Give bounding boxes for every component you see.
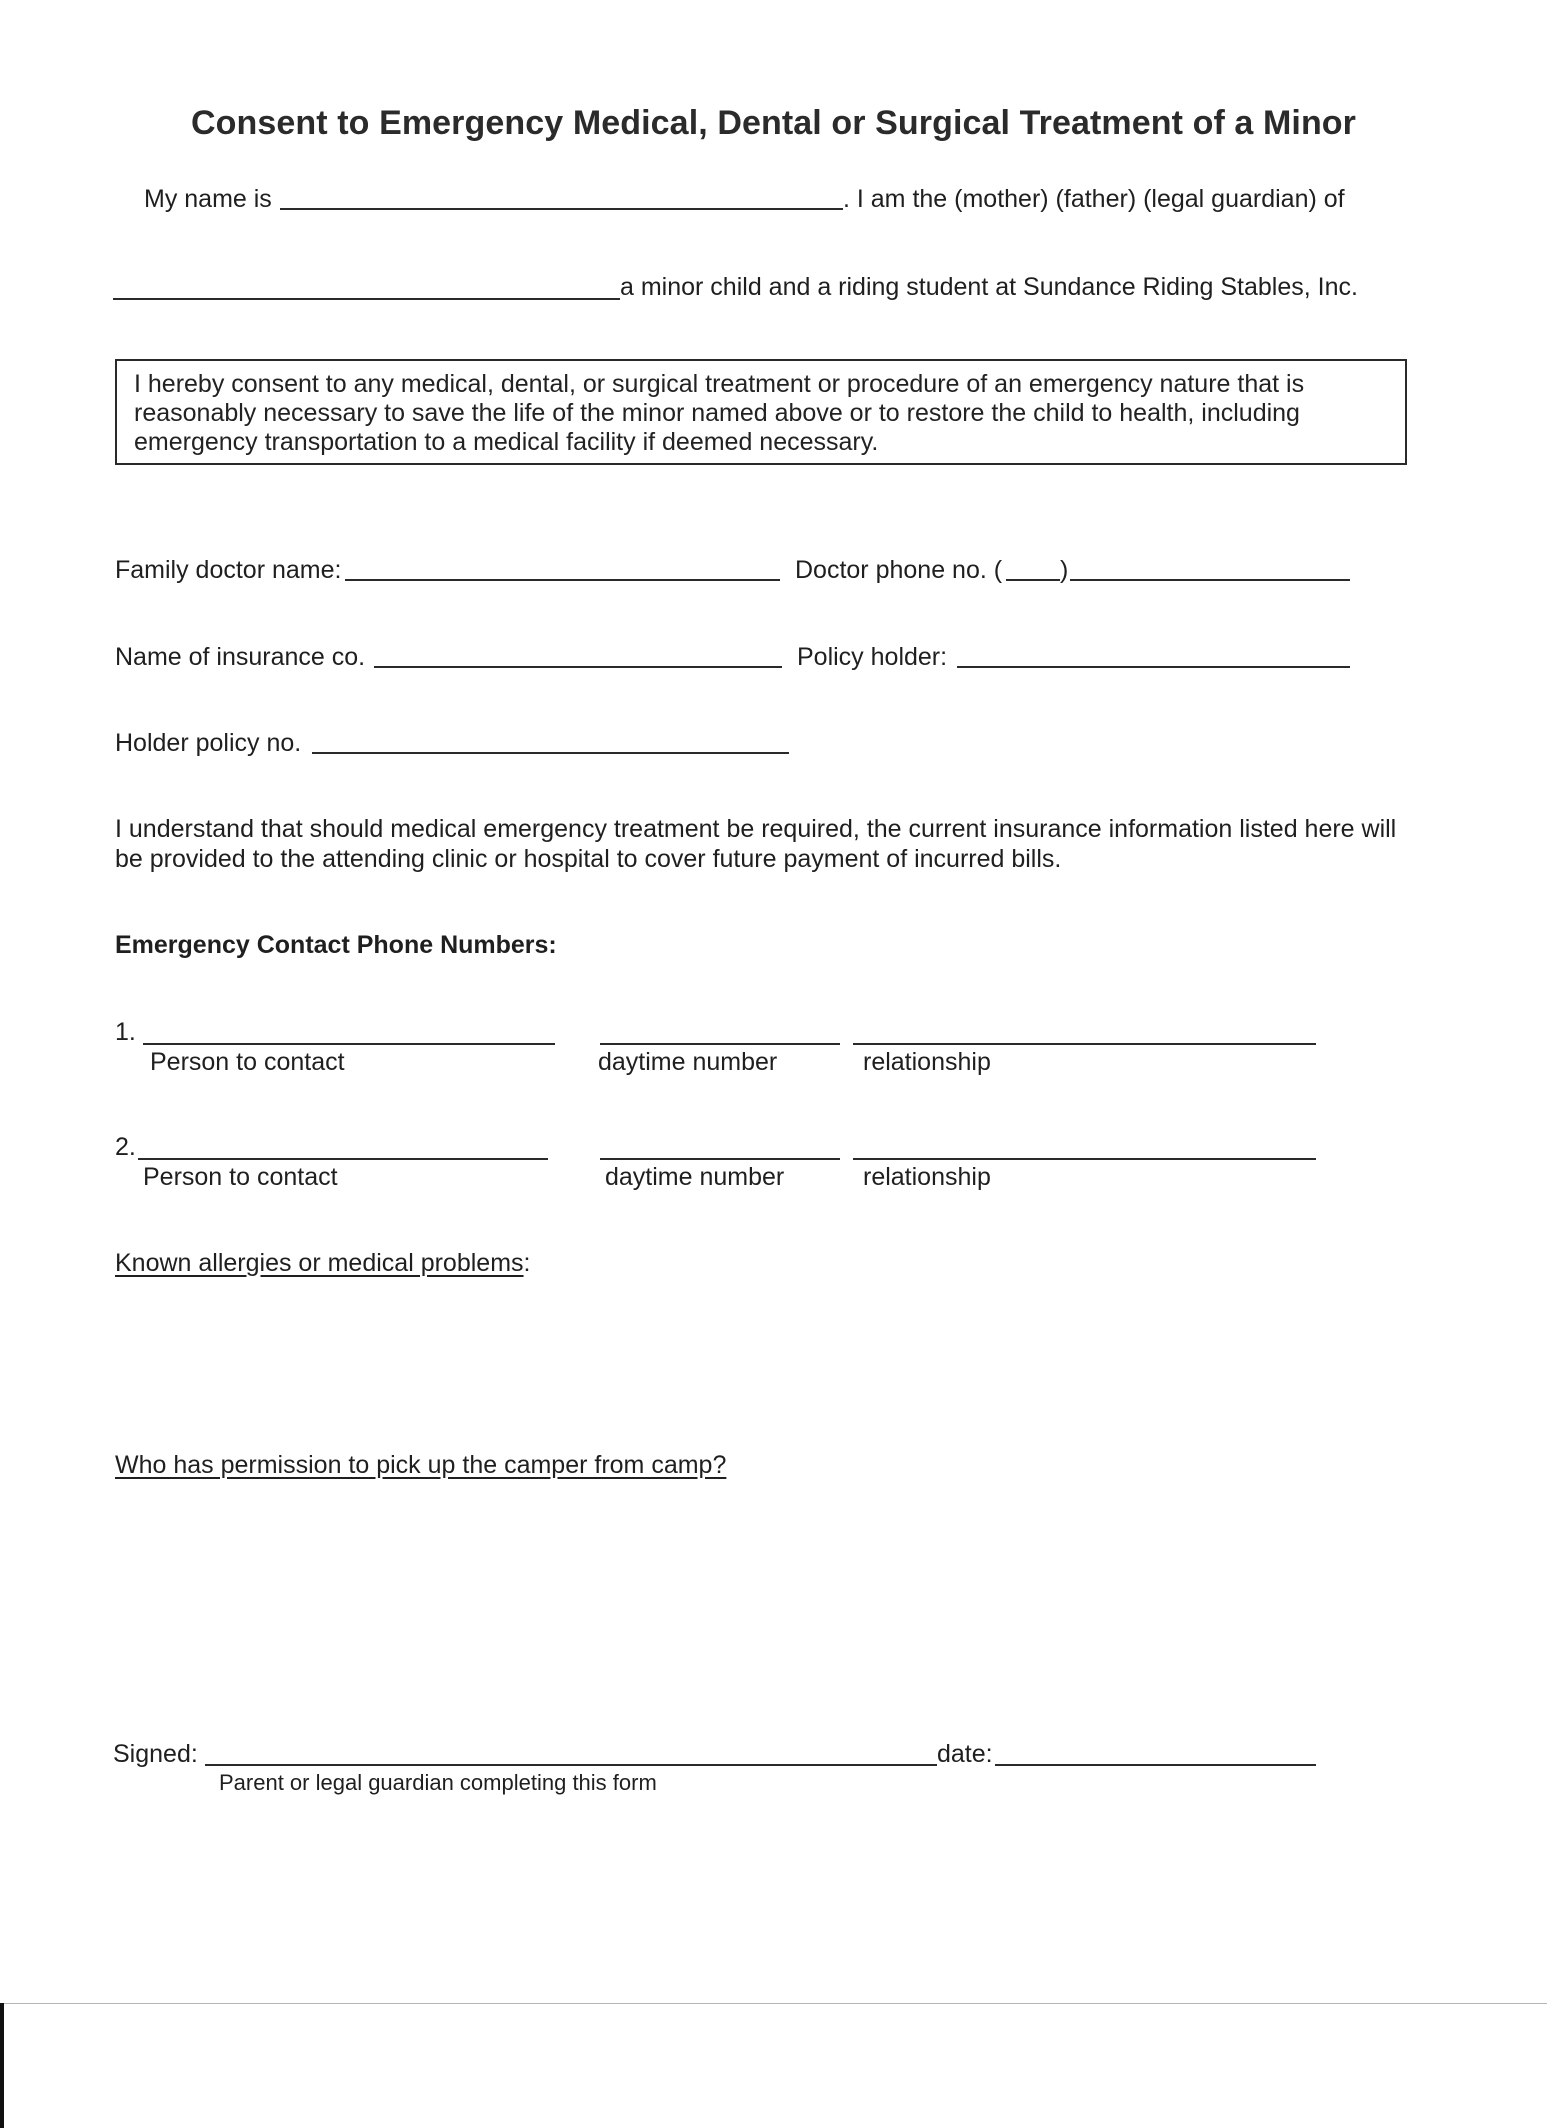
doctor-phone-line[interactable] xyxy=(1070,579,1350,581)
family-doctor-line[interactable] xyxy=(345,579,780,581)
contact-1-relationship-label: relationship xyxy=(863,1048,991,1076)
emergency-heading: Emergency Contact Phone Numbers: xyxy=(115,931,557,959)
scan-edge-mark xyxy=(0,2003,4,2128)
contact-1-phone-line[interactable] xyxy=(600,1043,840,1045)
contact-2-relationship-label: relationship xyxy=(863,1163,991,1191)
parent-name-line[interactable] xyxy=(280,208,843,210)
form-title: Consent to Emergency Medical, Dental or Surgical Treatment of a Minor xyxy=(190,104,1357,142)
insurance-line[interactable] xyxy=(374,666,782,668)
contact-1-phone-label: daytime number xyxy=(598,1048,778,1076)
minor-name-line[interactable] xyxy=(113,298,620,300)
allergies-heading xyxy=(115,1248,530,1278)
scan-edge-line xyxy=(0,2003,1547,2004)
policy-holder-line[interactable] xyxy=(957,666,1350,668)
relation-text: . I am the (mother) (father) (legal guardian) of xyxy=(843,185,1345,213)
allergies-label: Known allergies or medical problems xyxy=(115,1249,524,1277)
consent-statement-box xyxy=(115,359,1407,465)
signer-caption: Parent or legal guardian completing this form xyxy=(219,1770,657,1795)
contact-2-person-label: Person to contact xyxy=(143,1163,338,1191)
signature-line[interactable] xyxy=(205,1764,937,1766)
contact-2-person-line[interactable] xyxy=(138,1158,548,1160)
insurance-statement: I understand that should medical emergency treatment be required, the current insurance information listed here will be provided to the attending clinic or hospital to cover future payment of incurred bills. xyxy=(115,815,1397,873)
contact-1-person-line[interactable] xyxy=(143,1043,555,1045)
minor-text: a minor child and a riding student at Sundance Riding Stables, Inc. xyxy=(620,273,1358,301)
holder-policy-label: Holder policy no. xyxy=(115,729,302,757)
doctor-phone-close: ) xyxy=(1060,556,1069,584)
contact-1-relationship-line[interactable] xyxy=(853,1043,1316,1045)
policy-holder-label: Policy holder: xyxy=(797,643,948,671)
holder-policy-line[interactable] xyxy=(312,752,789,754)
date-label: date: xyxy=(937,1740,993,1768)
signed-label: Signed: xyxy=(113,1740,198,1768)
contact-2-phone-label: daytime number xyxy=(605,1163,785,1191)
family-doctor-label: Family doctor name: xyxy=(115,556,342,584)
date-line[interactable] xyxy=(995,1764,1316,1766)
doctor-phone-label: Doctor phone no. ( xyxy=(795,556,1003,584)
insurance-label: Name of insurance co. xyxy=(115,643,366,671)
doctor-area-code-line[interactable] xyxy=(1006,579,1060,581)
pickup-label: Who has permission to pick up the camper from camp? xyxy=(115,1451,727,1479)
consent-statement: I hereby consent to any medical, dental, or surgical treatment or procedure of an emergency nature that is reasonably necessary to save the life of the minor named above or to restore the child to health, including emergency transportation to a medical facility if deemed necessary. xyxy=(134,370,1305,456)
my-name-label: My name is xyxy=(144,185,272,213)
contact-2-phone-line[interactable] xyxy=(600,1158,840,1160)
contact-1-number: 1. xyxy=(115,1018,136,1046)
allergies-colon: : xyxy=(523,1249,531,1277)
contact-2-number: 2. xyxy=(115,1133,136,1161)
contact-1-person-label: Person to contact xyxy=(150,1048,345,1076)
contact-2-relationship-line[interactable] xyxy=(853,1158,1316,1160)
